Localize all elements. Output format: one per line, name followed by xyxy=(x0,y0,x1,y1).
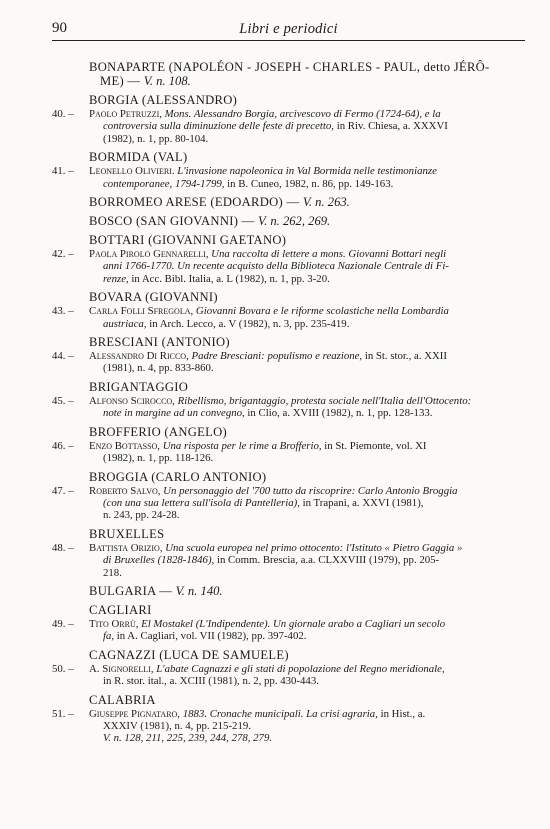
citation-number: 45. – xyxy=(52,394,74,407)
citation-number: 40. – xyxy=(52,108,74,120)
citation-source: in Hist., a. xyxy=(377,707,426,720)
entry-heading: CAGNAZZI (LUCA DE SAMUELE) xyxy=(89,647,289,662)
citation-author: Battista Orizio, xyxy=(89,541,163,554)
entry-bormida xyxy=(52,150,525,190)
citation-title: Mons. Alessandro Borgia, arcivescovo di Fermo (1724-64), e la xyxy=(164,108,441,120)
entry-broggia xyxy=(52,470,525,522)
citation-source: in Trapani, a. XXVI (1981), xyxy=(299,496,424,509)
citation-number: 41. – xyxy=(52,165,74,178)
citation-source: in Riv. Chiesa, a. XXXVI xyxy=(334,120,448,133)
citation xyxy=(52,708,525,745)
entry-borgia xyxy=(52,93,525,145)
citation-number: 42. – xyxy=(52,248,74,261)
citation-author: Roberto Salvo, xyxy=(89,484,161,497)
entry-heading: BRESCIANI (ANTONIO) xyxy=(89,335,230,350)
citation-title: 1883. Cronache municipali. La crisi agraria, xyxy=(182,707,378,720)
citation-source: in A. Cagliari, vol. VII (1982), pp. 397-402. xyxy=(114,630,307,643)
citation-source: in Acc. Bibl. Italia, a. L (1982), n. 1, pp. 3-20. xyxy=(128,272,330,285)
entry-heading: BROFFERIO (ANGELO) xyxy=(89,424,227,439)
entry-heading: BRIGANTAGGIO xyxy=(89,379,189,394)
cross-reference: V. n. 128, 211, 225, 239, 244, 278, 279. xyxy=(103,732,273,745)
citation: 41. – Leonello Olivieri. L'invasione napoleonica in Val Bormida nelle testimonianze contemporanee, 1794-1799, in B. Cuneo, 1982, n. 86, pp. 149-163. xyxy=(52,165,437,190)
citation-author: Paolo Petruzzi, xyxy=(89,108,162,120)
citation-source-continued: (1982), n. 1, pp. 80-104. xyxy=(103,132,209,145)
citation-source: in St. Piemonte, vol. XI xyxy=(321,439,427,452)
citation xyxy=(52,663,525,688)
cross-reference: V. n. 108. xyxy=(143,74,191,88)
entry-bulgaria xyxy=(52,584,525,598)
citation-author: Tito Orrù, xyxy=(89,617,139,630)
citation-source-continued: XXXIV (1981), n. 4, pp. 215-219. xyxy=(103,719,251,732)
citation: 49. – Tito Orrù, El Mostakel (L'Indipendente). Un giornale arabo a Cagliari un secolo fa, in A. Cagliari, vol. VII (1982), pp. 397-402. xyxy=(52,617,446,643)
entry-heading: CAGLIARI xyxy=(89,602,152,617)
citation-source-continued: (1982), n. 1, pp. 118-126. xyxy=(103,452,214,465)
citation-title: Giovanni Bovara e le riforme scolastiche nella Lombardia xyxy=(195,305,449,318)
citation-title: Ribellismo, brigantaggio, protesta sociale nell'Italia dell'Ottocento: xyxy=(177,394,472,407)
entry-calabria xyxy=(52,693,525,745)
running-header xyxy=(52,20,525,41)
citation-source: in Arch. Lecco, a. V (1982), n. 3, pp. 235-419. xyxy=(146,317,350,330)
citation-source: in St. stor., a. XXII xyxy=(362,350,447,363)
entry-bottari xyxy=(52,233,525,285)
citation-author: Alessandro Di Ricco, xyxy=(89,350,189,363)
citation-source: in Comm. Brescia, a.a. CLXXVIII (1979), pp. 205- xyxy=(214,554,440,567)
citation-author: Giuseppe Pignataro, xyxy=(89,707,181,720)
citation-title: Un personaggio del '700 tutto da riscoprire: Carlo Antonio Broggia xyxy=(163,484,458,497)
entry-heading: BORROMEO ARESE (EDOARDO) — V. n. 263. xyxy=(89,195,350,210)
entry-brigantaggio xyxy=(52,380,525,420)
citation-author: A. Signorelli, xyxy=(89,662,154,675)
citation-source-continued: n. 243, pp. 24-28. xyxy=(103,509,180,522)
citation-number: 47. – xyxy=(52,484,74,497)
entry-heading: BRUXELLES xyxy=(89,526,165,541)
entry-cagnazzi xyxy=(52,648,525,688)
citation-number: 51. – xyxy=(52,707,74,720)
page-number: 90 xyxy=(52,20,67,36)
citation-title: Una risposta per le rime a Brofferio, xyxy=(162,439,322,452)
citation-title: Padre Bresciani: populismo e reazione, xyxy=(191,350,363,363)
citation-source-continued: 218. xyxy=(103,566,122,579)
citation: 47. – Roberto Salvo, Un personaggio del '700 tutto da riscoprire: Carlo Antonio Broggia (con una sua lettera sull'isola di Pantelleria), in Trapani, a. XXVI (1981), n. 243, pp. 24-28. xyxy=(52,485,525,522)
citation-number: 48. – xyxy=(52,541,74,554)
entry-cagliari xyxy=(52,603,525,643)
citation: 48. – Battista Orizio, Una scuola europea nel primo ottocento: l'Istituto « Pietro Gaggia » di Bruxelles (1828-1846), in Comm. Brescia, a.a. CLXXVIII (1979), pp. 205- 218. xyxy=(52,542,525,579)
entry-brofferio xyxy=(52,425,525,465)
entry-heading: BOTTARI (GIOVANNI GAETANO) xyxy=(89,233,287,248)
citation-source: in Clio, a. XVIII (1982), n. 1, pp. 128-133. xyxy=(244,407,433,420)
citation-source: in B. Cuneo, 1982, n. 86, pp. 149-163. xyxy=(224,177,394,190)
entry-bresciani xyxy=(52,335,525,375)
citation xyxy=(52,440,525,465)
entry-heading: BOSCO (SAN GIOVANNI) — V. n. 262, 269. xyxy=(89,214,331,229)
citation-author: Alfonso Scirocco, xyxy=(89,394,175,407)
entry-bruxelles xyxy=(52,527,525,579)
citation: 40. – Paolo Petruzzi, Mons. Alessandro Borgia, arcivescovo di Fermo (1724-64), e la controversia sulla diminuzione delle feste di precetto, in Riv. Chiesa, a. XXXVI (1982), n. 1, pp. 80-104. xyxy=(52,108,525,145)
citation-source-continued: (1981), n. 4, pp. 833-860. xyxy=(103,362,214,375)
citation-author: Leonello Olivieri. xyxy=(89,165,175,178)
citation-source: in R. stor. ital., a. XCIII (1981), n. 2, pp. 430-443. xyxy=(103,675,319,688)
citation: 43. – Carla Folli Sfregola, Giovanni Bovara e le riforme scolastiche nella Lombardia austriaca, in Arch. Lecco, a. V (1982), n. 3, pp. 235-419. xyxy=(52,305,449,330)
citation-title: Una scuola europea nel primo ottocento: l'Istituto « Pietro Gaggia » xyxy=(165,541,463,554)
cross-reference: V. n. 140. xyxy=(175,583,223,598)
entry-heading-continued: ME) — V. n. 108. xyxy=(100,74,191,88)
citation-number: 49. – xyxy=(52,617,74,630)
entry-borromeo xyxy=(52,195,525,209)
bibliography-list xyxy=(52,60,525,750)
entry-heading: BORGIA (ALESSANDRO) xyxy=(89,93,238,107)
entry-heading: CALABRIA xyxy=(89,692,156,707)
citation-number: 44. – xyxy=(52,350,74,363)
citation-number: 50. – xyxy=(52,662,74,675)
citation-author: Carla Folli Sfregola, xyxy=(89,305,194,318)
citation-author: Enzo Bottasso, xyxy=(89,439,160,452)
entry-heading: BULGARIA — V. n. 140. xyxy=(89,583,223,598)
entry-heading: BOVARA (GIOVANNI) xyxy=(89,290,218,305)
entry-heading: BORMIDA (VAL) xyxy=(89,150,188,165)
citation-title: L'abate Cagnazzi e gli stati di popolazione del Regno meridionale, xyxy=(156,662,445,675)
citation-title: El Mostakel (L'Indipendente). Un giornale arabo a Cagliari un secolo xyxy=(141,617,446,630)
citation-title: Una raccolta di lettere a mons. Giovanni Bottari negli xyxy=(211,248,447,261)
running-title: Libri e periodici xyxy=(239,21,338,37)
cross-reference: V. n. 263. xyxy=(302,195,350,210)
citation-number: 43. – xyxy=(52,305,74,318)
citation-author: Paola Pirolo Gennarelli, xyxy=(89,248,209,261)
citation xyxy=(52,350,525,375)
entry-heading: BONAPARTE (NAPOLÉON - JOSEPH - CHARLES - PAUL, detto JÉRÔ- xyxy=(89,60,490,74)
entry-heading: BROGGIA (CARLO ANTONIO) xyxy=(89,469,267,484)
citation: 42. – Paola Pirolo Gennarelli, Una raccolta di lettere a mons. Giovanni Bottari negli anni 1766-1770. Un recente acquisto della Biblioteca Nazionale Centrale di Fi- renze, in Acc. Bibl. Italia, a. L (1982), n. 1, pp. 3-20. xyxy=(52,248,449,285)
cross-reference: V. n. 262, 269. xyxy=(258,214,331,229)
citation-number: 46. – xyxy=(52,439,74,452)
entry-bosco xyxy=(52,214,525,228)
citation: 45. – Alfonso Scirocco, Ribellismo, brigantaggio, protesta sociale nell'Italia dell'Ottocento: note in margine ad un convegno, in Clio, a. XVIII (1982), n. 1, pp. 128-133. xyxy=(52,394,472,420)
entry-bonaparte xyxy=(52,60,525,88)
citation-title: L'invasione napoleonica in Val Bormida nelle testimonianze xyxy=(177,165,437,178)
entry-bovara xyxy=(52,290,525,330)
